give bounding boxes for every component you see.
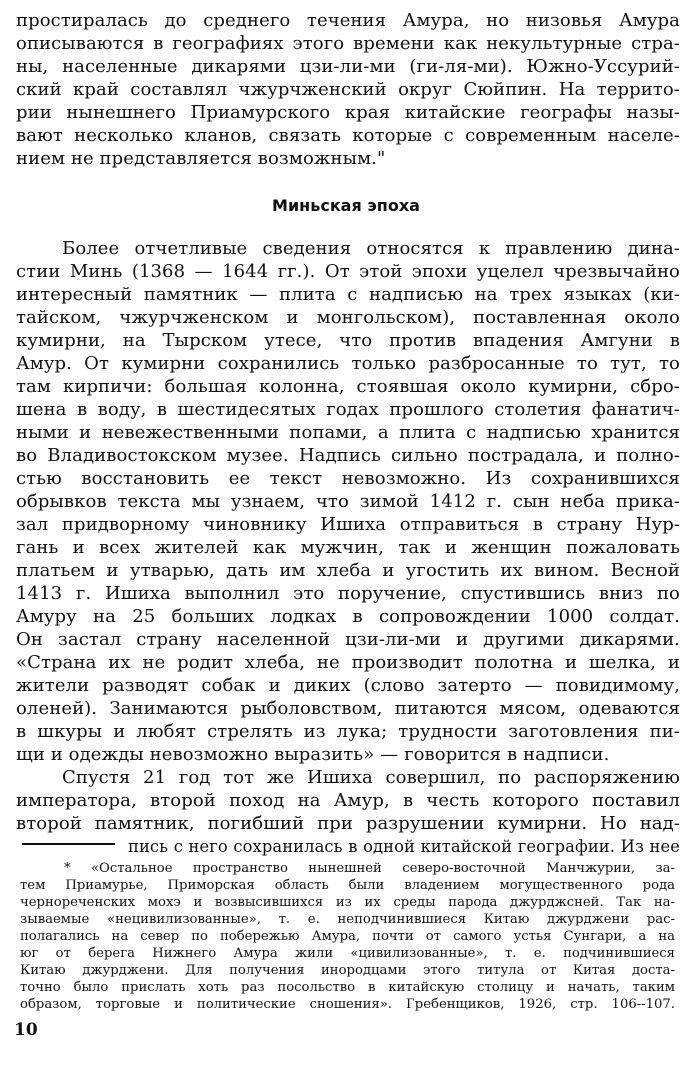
- footnote-divider: [22, 843, 115, 845]
- text-line: второй памятник, погибший при разрушении кумирни. Но над-: [16, 813, 680, 834]
- footnote-line: тем Приамурье, Приморская область были владением могущественного рода: [20, 878, 675, 893]
- page-number: 10: [14, 1020, 38, 1040]
- text-line: платьем и утварью, дать им хлеба и угостить их вином. Весной: [16, 560, 680, 581]
- text-line: рии нынешнего Приамурского края китайские географы назы-: [16, 102, 680, 123]
- text-line: «Страна их не родит хлеба, не производит полотна и шелка, и: [16, 652, 680, 673]
- text-line: обрывков текста мы узнаем, что зимой 1412 г. сын неба прика-: [16, 491, 680, 512]
- text-line: жители разводят собак и диких (слово затерто — повидимому,: [16, 675, 680, 696]
- text-line: Амуру на 25 больших лодках в сопровождении 1000 солдат.: [16, 606, 680, 627]
- footnote-line: точно было прислать хоть раз посольство в китайскую столицу и начать, таким: [20, 980, 675, 995]
- footnote-line: зываемые «нецивилизованные», т. е. неподчинившиеся Китаю джурджени рас-: [20, 912, 675, 927]
- text-line: Спустя 21 год тот же Ишиха совершил, по распоряжению: [62, 767, 680, 788]
- text-line: стью восстановить ее текст невозможно. Из сохранившихся: [16, 468, 680, 489]
- text-line: 1413 г. Ишиха выполнил это поручение, спустившись вниз по: [16, 583, 680, 604]
- text-line: там кирпичи: большая колонна, стоявшая около кумирни, сбро-: [16, 376, 680, 397]
- text-line: интересный памятник — плита с надписью на трех языках (ки-: [16, 284, 680, 305]
- text-line: вают несколько кланов, связать которые с современным населе-: [16, 125, 680, 146]
- text-line: в шкуры и любят стрелять из лука; трудности заготовления пи-: [16, 721, 680, 742]
- section-heading: Миньская эпоха: [272, 196, 420, 215]
- text-line: тайском, чжурчженском и монгольском), поставленная около: [16, 307, 680, 328]
- footnote-line: юг от берега Нижнего Амура жили «цивилизованные», т. е. подчинившиеся: [20, 946, 675, 961]
- text-line: щи и одежды невозможно выразить» — говорится в надписи.: [16, 744, 610, 765]
- text-line: описываются в географиях этого времени как некультурные стра-: [16, 33, 680, 54]
- text-line: простиралась до среднего течения Амура, но низовья Амура: [16, 10, 680, 31]
- text-line: Амур. От кумирни сохранились только разбросанные то тут, то: [16, 353, 680, 374]
- text-line: гань и всех жителей как мужчин, так и женщин пожаловать: [16, 537, 680, 558]
- text-line: ны, населенные дикарями цзи-ли-ми (ги-ля-ми). Южно-Уссурий-: [16, 56, 680, 77]
- text-line: ский край составлял чжурчженский округ Сюйпин. На террито-: [16, 79, 680, 100]
- text-line: Более отчетливые сведения относятся к правлению дина-: [62, 238, 680, 259]
- footnote-line: полагались на север по побережью Амура, почти от самого устья Сунгари, а на: [20, 929, 675, 944]
- footnote-line: образом, торговые и политические сношения». Гребенщиков, 1926, стр. 106--107.: [20, 997, 675, 1012]
- text-line: кумирни, на Тырском утесе, что против впадения Амгуни в: [16, 330, 680, 351]
- text-line: зал придворному чиновнику Ишиха отправиться в страну Нур-: [16, 514, 680, 535]
- footnote-line: чернореченских мохэ и возвысившихся из их среды парода джурджсней. Так на-: [20, 895, 675, 910]
- text-line: ными и невежественными попами, а плита с надписью хранится: [16, 422, 680, 443]
- text-line: нием не представляется возможным.": [16, 148, 386, 169]
- text-line: во Владивостокском музее. Надпись сильно пострадала, и полно-: [16, 445, 680, 466]
- text-line: императора, второй поход на Амур, в честь которого поставил: [16, 790, 680, 811]
- footnote-line: * «Остальное пространство нынешней северо-восточной Манчжурии, за-: [64, 861, 675, 876]
- text-line: Он застал страну населенной цзи-ли-ми и другими дикарями.: [16, 629, 680, 650]
- text-line: шена в воду, в шестидесятых годах прошлого столетия фанатич-: [16, 399, 680, 420]
- text-line: стии Минь (1368 — 1644 гг.). От этой эпохи уцелел чрезвычайно: [16, 261, 680, 282]
- footnote-line: Китаю джурджени. Для получения инородцами этого титула от Китая доста-: [20, 963, 675, 978]
- text-line: оленей). Занимаются рыболовством, питаются мясом, одеваются: [16, 698, 680, 719]
- text-line: пись с него сохранилась в одной китайской географии. Из нее: [128, 837, 680, 856]
